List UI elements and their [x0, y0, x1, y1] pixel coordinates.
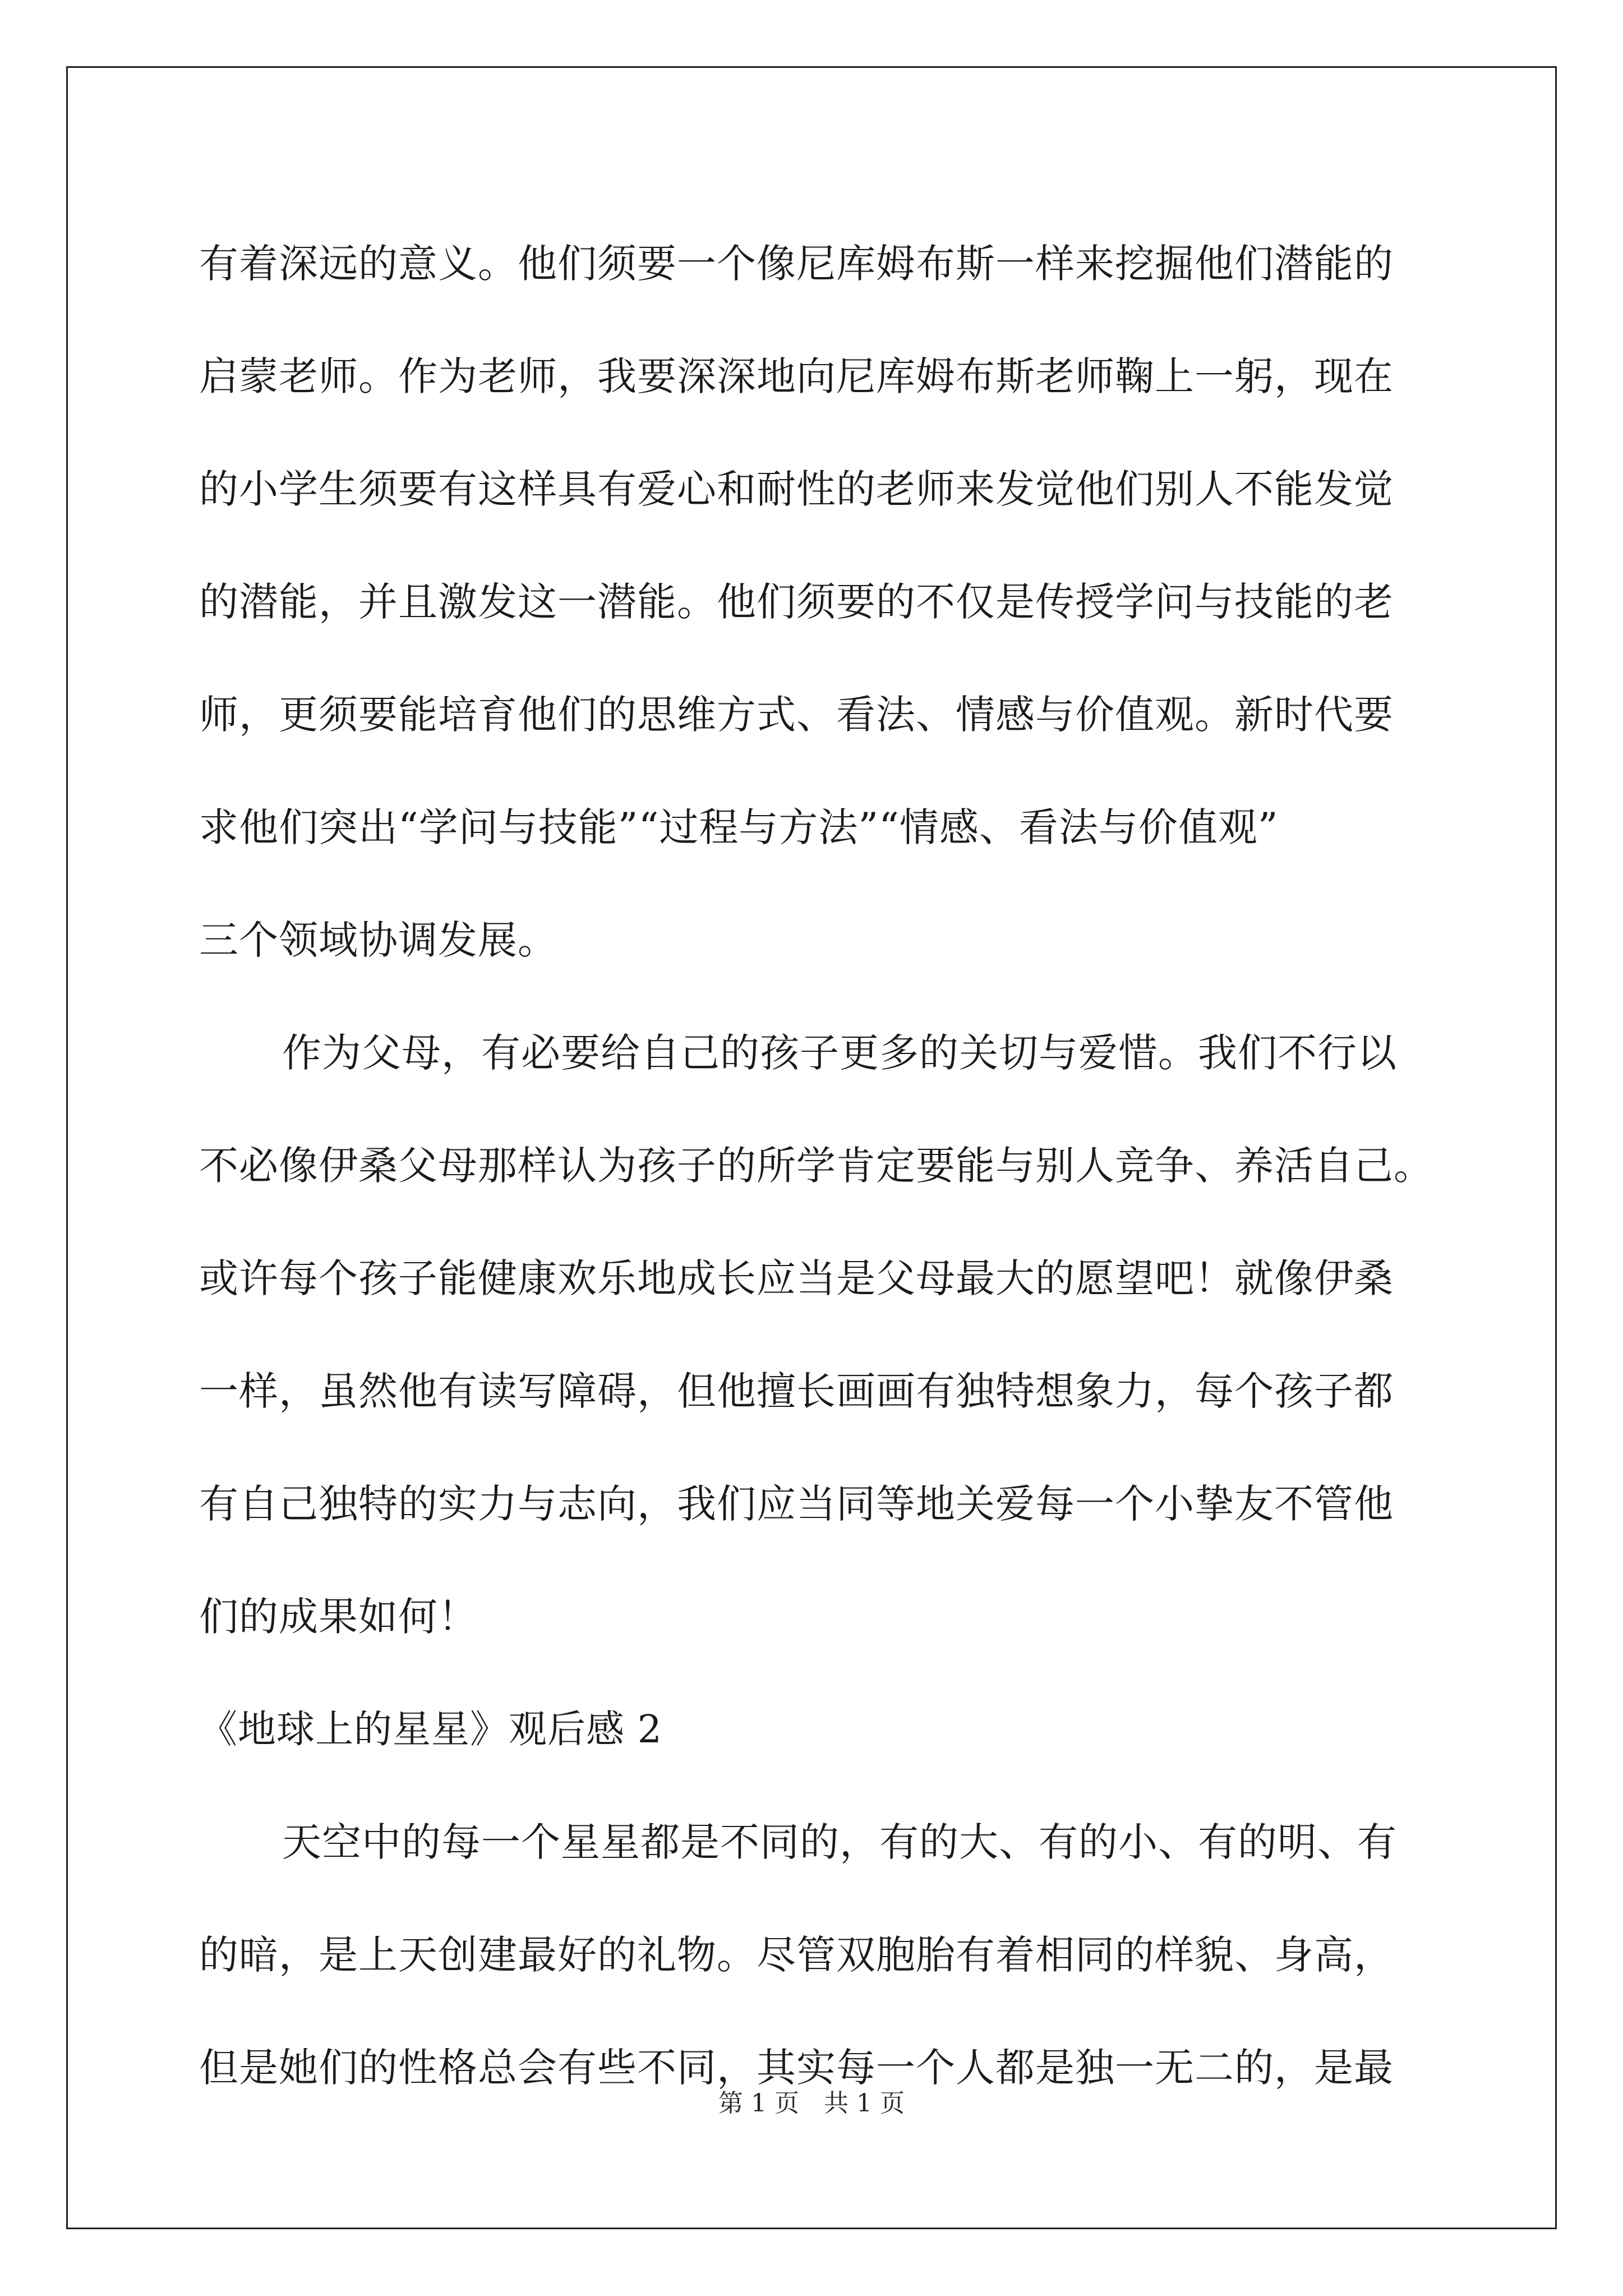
- text-line: 有着深远的意义。他们须要一个像尼库姆布斯一样来挖掘他们潜能的: [199, 241, 1394, 287]
- text-line: 的暗，是上天创建最好的礼物。尽管双胞胎有着相同的样貌、身高，: [199, 1932, 1394, 1978]
- text-line: 有自己独特的实力与志向，我们应当同等地关爱每一个小挚友不管他: [199, 1481, 1394, 1527]
- paragraph-first-line: 作为父母，有必要给自己的孩子更多的关切与爱惜。我们不行以: [282, 1030, 1397, 1076]
- text-line: 但是她们的性格总会有些不同，其实每一个人都是独一无二的，是最: [199, 2045, 1394, 2091]
- page-number: 第 1 页: [718, 2089, 799, 2118]
- text-line: 一样，虽然他有读写障碍，但他擅长画画有独特想象力，每个孩子都: [199, 1368, 1394, 1414]
- text-line: 不必像伊桑父母那样认为孩子的所学肯定要能与别人竞争、养活自己。: [199, 1143, 1433, 1189]
- text-line: 师，更须要能培育他们的思维方式、看法、情感与价值观。新时代要: [199, 692, 1394, 738]
- text-line: 的潜能，并且激发这一潜能。他们须要的不仅是传授学问与技能的老: [199, 579, 1394, 625]
- section-heading: 《地球上的星星》观后感 2: [199, 1708, 662, 1752]
- text-line: 求他们突出“学问与技能”“过程与方法”“情感、看法与价值观”: [199, 804, 1279, 850]
- text-line: 的小学生须要有这样具有爱心和耐性的老师来发觉他们别人不能发觉: [199, 466, 1394, 512]
- page-footer: [0, 2087, 1623, 2120]
- text-line: 三个领域协调发展。: [199, 917, 557, 963]
- text-line: 或许每个孩子能健康欢乐地成长应当是父母最大的愿望吧！就像伊桑: [199, 1255, 1394, 1301]
- page-total: 共 1 页: [824, 2089, 905, 2118]
- paragraph-first-line: 天空中的每一个星星都是不同的，有的大、有的小、有的明、有: [282, 1819, 1397, 1865]
- document-body: [199, 208, 1447, 2124]
- text-line: 启蒙老师。作为老师，我要深深地向尼库姆布斯老师鞠上一躬，现在: [199, 353, 1394, 399]
- text-line: 们的成果如何！: [199, 1594, 478, 1640]
